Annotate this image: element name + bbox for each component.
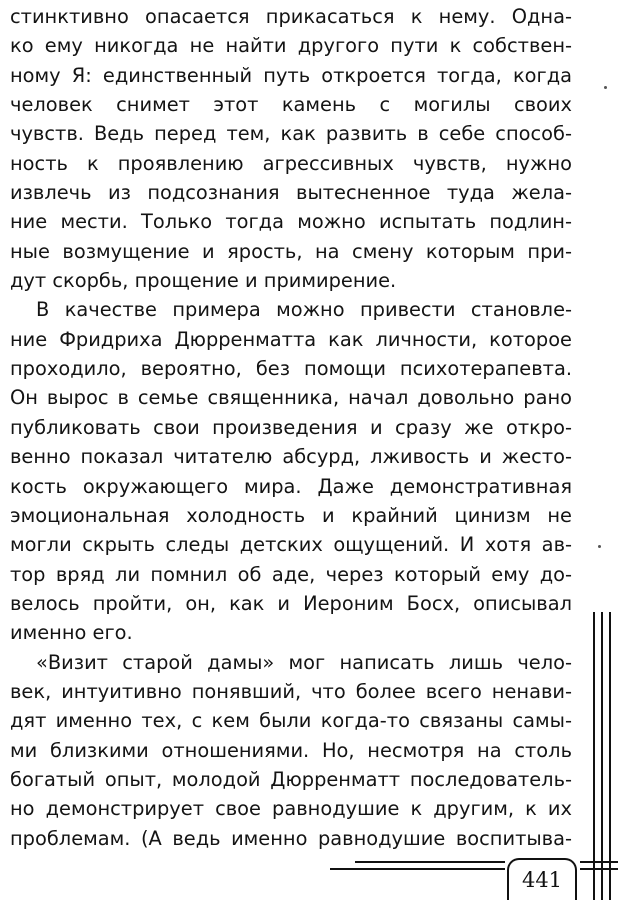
- text-line: ми близкими отношениями. Но, несмотря на столь: [10, 738, 572, 762]
- margin-rule-vertical: [609, 612, 611, 900]
- text-line: извлечь из подсознания вытесненное туда жела-: [10, 181, 572, 205]
- text-line: чувств. Ведь перед тем, как развить в себе способ-: [10, 122, 572, 146]
- text-line: проблемам. (А ведь именно равнодушие воспитыва-: [10, 826, 572, 850]
- text-line: кость окружающего мира. Даже демонстративная: [10, 474, 572, 498]
- paragraph-start-line: «Визит старой дамы» мог написать лишь чело-: [36, 650, 572, 674]
- text-line: тор вряд ли помнил об аде, через который ему до-: [10, 562, 572, 586]
- footer-rule-horizontal: [580, 861, 618, 863]
- text-line: ние мести. Только тогда можно испытать подлин-: [10, 210, 572, 234]
- text-line: венно показал читателю абсурд, лживость и жесто-: [10, 445, 572, 469]
- text-line: проходило, вероятно, без помощи психотерапевта.: [10, 357, 572, 381]
- text-line: ко ему никогда не найти другого пути к собствен-: [10, 34, 572, 58]
- paragraph-start-line: В качестве примера можно привести становле-: [36, 298, 572, 322]
- text-line: велось пройти, он, как и Иероним Босх, описывал: [10, 591, 572, 615]
- text-line: ные возмущение и ярость, на смену которым при-: [10, 239, 572, 263]
- footer-rule-horizontal: [580, 868, 618, 870]
- margin-rule-vertical: [601, 612, 603, 900]
- text-line: стинктивно опасается прикасаться к нему. Одна-: [10, 5, 572, 28]
- text-line: богатый опыт, молодой Дюрренматт последователь-: [10, 767, 572, 791]
- page-body: [10, 2, 572, 853]
- text-line: но демонстрирует свое равнодушие к другим, к их: [10, 797, 572, 821]
- footer-rule-horizontal: [355, 861, 505, 863]
- scan-speck: [604, 86, 607, 89]
- footer-rule-horizontal: [330, 868, 505, 870]
- scan-speck: [598, 545, 601, 548]
- text-line: ному Я: единственный путь откроется тогда, когда: [10, 63, 572, 87]
- page-number-box: [507, 858, 577, 900]
- text-line: могли скрыть следы детских ощущений. И хотя ав-: [10, 533, 572, 557]
- text-line: человек снимет этот камень с могилы своих: [10, 93, 572, 117]
- text-line: дят именно тех, с кем были когда-то связаны самы-: [10, 709, 572, 733]
- text-line: ние Фридриха Дюрренматта как личности, которое: [10, 327, 572, 351]
- page-number: 441: [521, 868, 563, 892]
- paragraph-end-line: дут скорбь, прощение и примирение.: [10, 269, 397, 293]
- text-line: Он вырос в семье священника, начал довольно рано: [10, 386, 572, 410]
- text-line: ность к проявлению агрессивных чувств, нужно: [10, 151, 572, 175]
- text-line: публиковать свои произведения и сразу же откро-: [10, 415, 572, 439]
- text-line: век, интуитивно понявший, что более всего ненави-: [10, 679, 572, 703]
- margin-rule-vertical: [593, 612, 595, 900]
- text-line: эмоциональная холодность и крайний цинизм не: [10, 503, 572, 527]
- paragraph-end-line: именно его.: [10, 621, 133, 645]
